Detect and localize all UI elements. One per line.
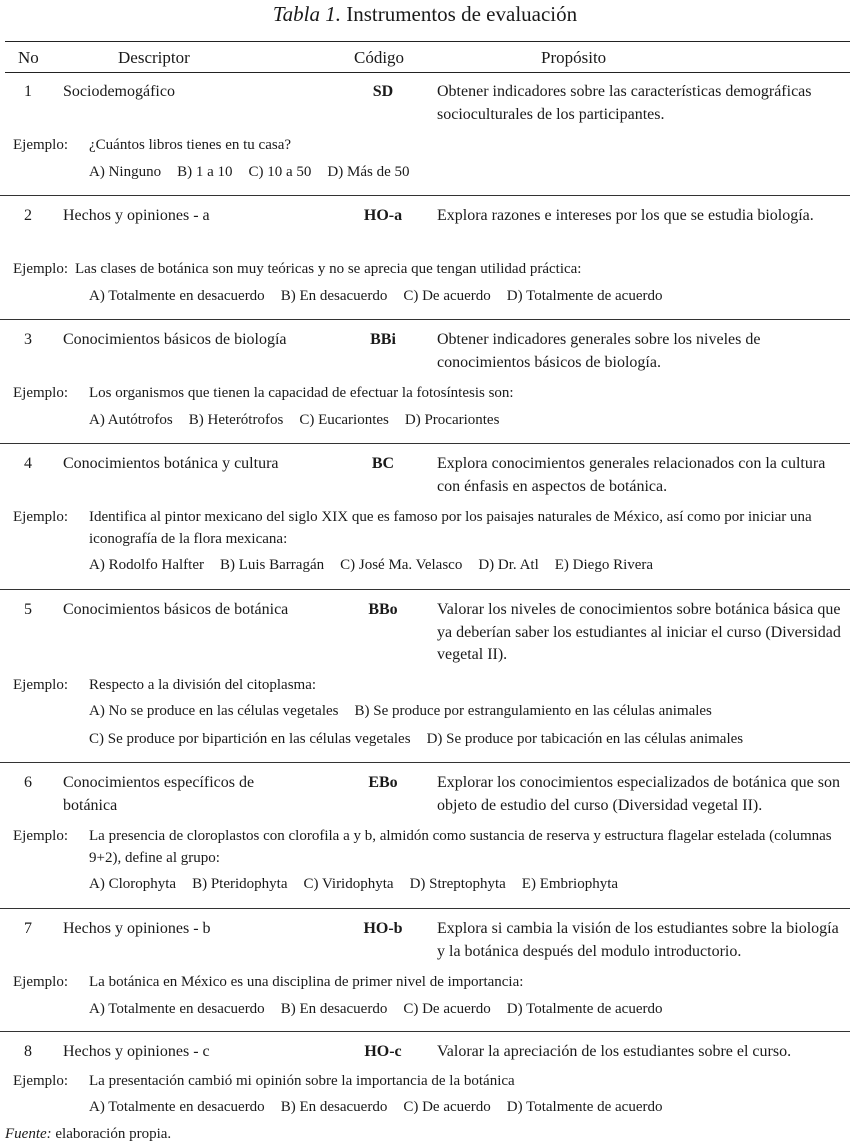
table-row <box>0 196 850 320</box>
table-row <box>0 72 850 196</box>
row-number: 7 <box>24 920 32 937</box>
row-number: 1 <box>24 83 32 100</box>
option: A) Totalmente en desacuerdo <box>89 1099 265 1115</box>
example-label: Ejemplo: <box>13 974 68 990</box>
row-code: EBo <box>368 774 398 791</box>
row-descriptor: Hechos y opiniones - b <box>63 920 211 937</box>
row-number: 4 <box>24 455 32 472</box>
header-descriptor: Descriptor <box>118 48 190 67</box>
option: C) De acuerdo <box>403 1001 491 1017</box>
row-descriptor: Conocimientos básicos de biología <box>63 331 287 348</box>
row-number: 8 <box>24 1043 32 1060</box>
option: C) Eucariontes <box>299 412 389 428</box>
row-purpose: Explorar los conocimientos especializados de botánica que son objeto de estudio del curso (Diversidad vegetal II). <box>437 774 840 814</box>
example-question: Los organismos que tienen la capacidad de efectuar la fotosíntesis son: <box>89 385 514 401</box>
table-body <box>0 72 850 1132</box>
row-code: BBi <box>370 331 396 348</box>
option: C) José Ma. Velasco <box>340 557 463 573</box>
top-rule <box>5 41 850 42</box>
example-options <box>89 700 728 722</box>
header-codigo: Código <box>354 48 405 67</box>
example-question: Identifica al pintor mexicano del siglo XIX que es famoso por los paisajes naturales de México, así como por iniciar una iconografía de la flora mexicana: <box>89 509 812 547</box>
option: B) Luis Barragán <box>219 557 325 573</box>
option: D) Totalmente de acuerdo <box>506 288 663 304</box>
option: B) En desacuerdo <box>280 1099 388 1115</box>
option: C) De acuerdo <box>403 288 491 304</box>
row-code: HO-b <box>363 920 403 937</box>
option: B) En desacuerdo <box>280 1001 388 1017</box>
option: D) Más de 50 <box>327 164 410 180</box>
example-options <box>89 728 759 750</box>
row-number: 6 <box>24 774 32 791</box>
row-purpose: Valorar los niveles de conocimientos sobre botánica básica que ya deberían saber los estudiantes al iniciar el curso (Diversidad vegetal II). <box>437 601 841 663</box>
table-row <box>0 590 850 763</box>
table-row <box>0 909 850 1032</box>
option: A) No se produce en las células vegetales <box>89 703 339 719</box>
example-options <box>89 554 669 576</box>
source-label: Fuente: <box>5 1126 52 1142</box>
row-descriptor: Hechos y opiniones - c <box>63 1043 210 1060</box>
option: C) Se produce por bipartición en las células vegetales <box>89 731 411 747</box>
option: B) Heterótrofos <box>188 412 284 428</box>
option: C) De acuerdo <box>403 1099 491 1115</box>
option: D) Totalmente de acuerdo <box>506 1001 663 1017</box>
source-text: elaboración propia. <box>55 1126 172 1142</box>
option: B) Pteridophyta <box>192 876 288 892</box>
option: A) Rodolfo Halfter <box>89 557 204 573</box>
row-number: 5 <box>24 601 32 618</box>
option: E) Diego Rivera <box>554 557 654 573</box>
option: C) 10 a 50 <box>248 164 312 180</box>
row-purpose: Explora razones e intereses por los que se estudia biología. <box>437 207 814 224</box>
table-title <box>0 0 850 28</box>
header-no: No <box>18 48 39 67</box>
table-row <box>0 320 850 444</box>
row-number: 2 <box>24 207 32 224</box>
row-descriptor: Conocimientos botánica y cultura <box>63 455 279 472</box>
example-label: Ejemplo: <box>13 1073 68 1089</box>
row-code: SD <box>372 83 394 100</box>
option: A) Autótrofos <box>89 412 173 428</box>
row-code: BC <box>371 455 395 472</box>
table-row <box>0 1032 850 1132</box>
example-question: Respecto a la división del citoplasma: <box>89 677 317 693</box>
table-source <box>5 1124 171 1144</box>
option: B) En desacuerdo <box>280 288 388 304</box>
row-purpose: Explora conocimientos generales relacionados con la cultura con énfasis en aspectos de botánica. <box>437 455 826 495</box>
option: D) Dr. Atl <box>478 557 539 573</box>
table-row <box>0 444 850 590</box>
example-label: Ejemplo: <box>13 828 68 844</box>
example-question: Las clases de botánica son muy teóricas y no se aprecia que tengan utilidad práctica: <box>75 261 582 277</box>
row-descriptor: Hechos y opiniones - a <box>63 207 210 224</box>
option: D) Procariontes <box>404 412 500 428</box>
row-purpose: Obtener indicadores sobre las características demográficas socioculturales de los participantes. <box>437 83 812 123</box>
example-options <box>89 1096 679 1118</box>
option: D) Totalmente de acuerdo <box>506 1099 663 1115</box>
option: C) Viridophyta <box>303 876 394 892</box>
example-label: Ejemplo: <box>13 385 68 401</box>
example-label: Ejemplo: <box>13 261 68 277</box>
row-purpose: Valorar la apreciación de los estudiantes sobre el curso. <box>437 1043 792 1060</box>
example-label: Ejemplo: <box>13 137 68 153</box>
option: A) Totalmente en desacuerdo <box>89 1001 265 1017</box>
example-label: Ejemplo: <box>13 509 68 525</box>
option: E) Embriophyta <box>521 876 619 892</box>
table-row <box>0 763 850 909</box>
row-purpose: Obtener indicadores generales sobre los niveles de conocimientos básicos de biología. <box>437 331 761 371</box>
option: A) Ninguno <box>89 164 162 180</box>
option: B) 1 a 10 <box>177 164 233 180</box>
table-title-text: Instrumentos de evaluación <box>346 2 578 26</box>
example-question: La presentación cambió mi opinión sobre la importancia de la botánica <box>89 1073 515 1089</box>
example-options <box>89 161 426 183</box>
example-options <box>89 873 634 895</box>
row-code: HO-c <box>364 1043 402 1060</box>
row-purpose: Explora si cambia la visión de los estudiantes sobre la biología y la botánica después del modulo introductorio. <box>437 920 839 960</box>
example-options <box>89 285 679 307</box>
example-options <box>89 409 515 431</box>
table-title-label: Tabla 1. <box>272 2 341 26</box>
example-question: La presencia de cloroplastos con clorofila a y b, almidón como sustancia de reserva y estructura flagelar estelada (columnas 9+2), define al grupo: <box>89 828 832 866</box>
option: B) Se produce por estrangulamiento en las células animales <box>354 703 712 719</box>
option: A) Totalmente en desacuerdo <box>89 288 265 304</box>
row-descriptor: Sociodemogáfico <box>63 83 175 100</box>
option: A) Clorophyta <box>89 876 177 892</box>
option: D) Se produce por tabicación en las células animales <box>426 731 744 747</box>
example-question: La botánica en México es una disciplina de primer nivel de importancia: <box>89 974 524 990</box>
row-descriptor: Conocimientos específicos de botánica <box>63 774 255 814</box>
example-question: ¿Cuántos libros tienes en tu casa? <box>89 137 292 153</box>
row-code: HO-a <box>363 207 403 224</box>
header-proposito: Propósito <box>541 48 607 67</box>
example-options <box>89 998 679 1020</box>
example-label: Ejemplo: <box>13 677 68 693</box>
row-descriptor: Conocimientos básicos de botánica <box>63 601 289 618</box>
row-number: 3 <box>24 331 32 348</box>
option: D) Streptophyta <box>409 876 506 892</box>
row-code: BBo <box>368 601 398 618</box>
